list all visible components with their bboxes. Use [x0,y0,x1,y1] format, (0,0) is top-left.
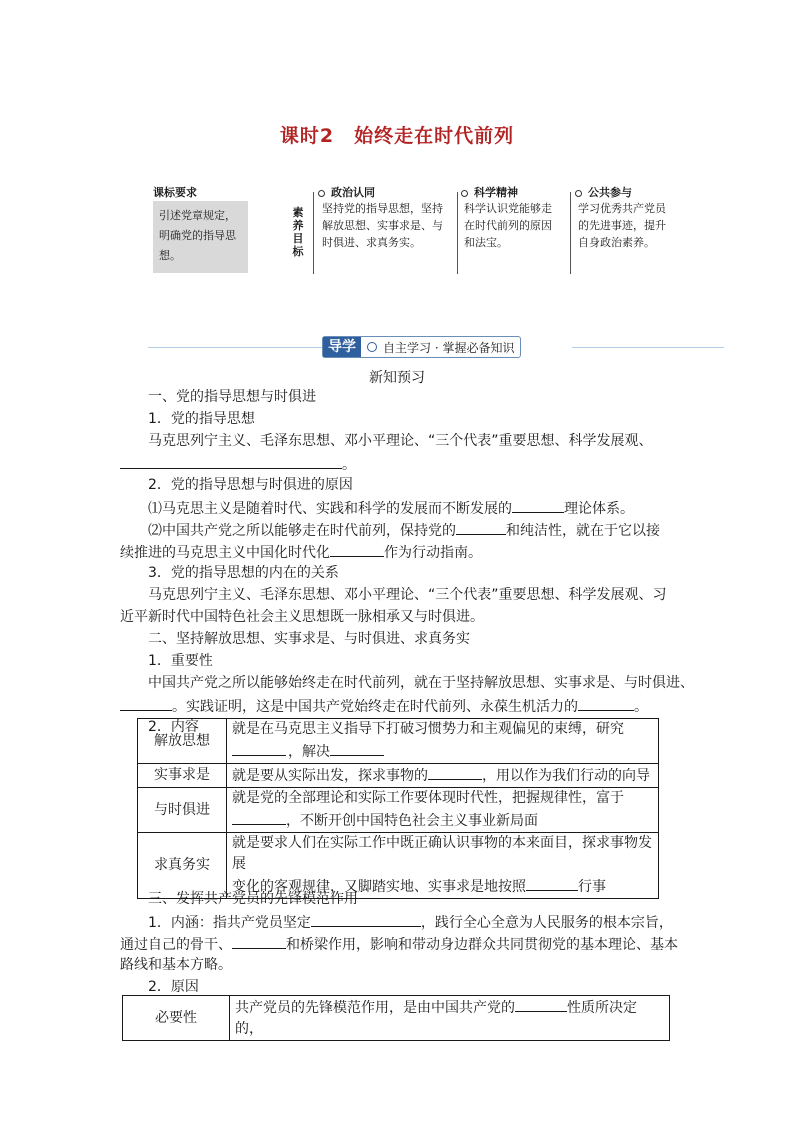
fill-blank[interactable] [330,740,384,756]
fill-blank[interactable] [456,519,506,535]
column-header: 政治认同 [318,184,375,200]
column-body: 科学认识党能够走 在时代前列的原因 和法宝。 [464,202,552,249]
content-table [137,718,659,899]
paragraph: 通过自己的骨干、 和桥梁作用，影响和带动身边群众共同贯彻党的基本理论、基本 [120,933,678,956]
row-content: 就是要从实际出发，探求事物的 ，用以作为我们行动的向导 [227,764,659,788]
fill-blank[interactable] [232,809,286,825]
fill-blank[interactable] [232,933,286,949]
banner-rule [572,347,724,348]
fill-blank[interactable] [428,764,482,780]
section-title: 新知预习 [369,370,425,386]
reason-table [122,995,670,1041]
page-title: 课时2 始终走在时代前列 [279,125,515,147]
paragraph: 中国共产党之所以能够始终走在时代前列，就在于坚持解放思想、实事求是、与时俱进、 [148,675,694,691]
row-content: 就是党的全部理论和实际工作要体现时代性，把握规律性，富于 ，不断开创中国特色社会主义事业新局面 [227,788,659,833]
subheading: 3．党的指导思想的内在的关系 [148,565,339,581]
paragraph: ⑵中国共产党之所以能够走在时代前列，保持党的 和纯洁性，就在于它以接 [148,519,660,542]
row-name: 实事求是 [138,764,227,788]
standards-box: 引述党章规定，明确党的指导思想。 [153,201,248,273]
paragraph: 1．内涵：指共产党员坚定 ，践行全心全意为人民服务的根本宗旨， [148,911,673,934]
circle-icon [367,342,377,352]
fill-blank[interactable] [330,541,384,557]
fill-blank[interactable] [311,911,421,927]
table-row [138,764,659,788]
row-content: 就是在马克思主义指导下打破习惯势力和主观偏见的束缚，研究 ，解决 [227,719,659,764]
paragraph: 路线和基本方略。 [120,957,232,973]
section-banner [322,336,521,358]
column-body: 坚持党的指导思想，坚持 解放思想、实事求是、与 时俱进、求真务实。 [322,202,443,249]
subheading: 1．党的指导思想 [148,411,255,427]
row-name: 解放思想 [138,719,227,764]
fill-blank[interactable] [120,695,172,711]
column-divider [570,192,571,274]
column-header: 公共参与 [575,184,632,200]
table-row [123,996,670,1041]
row-content: 就是要求人们在实际工作中既正确认识事物的本来面目，探求事物发展 变化的客观规律，又脚踏实地、实事求是地按照 行事 [227,833,659,899]
circle-bullet-icon [575,190,582,197]
row-name: 求真务实 [138,833,227,899]
row-content: 共产党员的先锋模范作用，是由中国共产党的 性质所决定的， [230,996,670,1041]
table-row [138,719,659,764]
circle-bullet-icon [461,190,468,197]
fill-blank[interactable] [120,453,342,469]
paragraph: 近平新时代中国特色社会主义思想既一脉相承又与时俱进。 [120,609,484,625]
banner-text: 自主学习 · 掌握必备知识 [383,340,515,355]
column-divider [313,192,314,274]
subheading: 1．重要性 [148,653,213,669]
column-divider [457,192,458,274]
fill-blank[interactable] [578,695,634,711]
row-name: 与时俱进 [138,788,227,833]
fill-blank[interactable] [515,996,567,1012]
column-header: 科学精神 [461,184,518,200]
paragraph: 马克思列宁主义、毛泽东思想、邓小平理论、“三个代表”重要思想、科学发展观、习 [148,587,667,603]
banner-tag: 导学 [323,337,361,357]
row-name: 必要性 [123,996,230,1041]
paragraph: 马克思列宁主义、毛泽东思想、邓小平理论、“三个代表”重要思想、科学发展观、 [148,433,653,449]
paragraph: ⑴马克思主义是随着时代、实践和科学的发展而不断发展的 理论体系。 [148,497,634,520]
heading: 二、坚持解放思想、实事求是、与时俱进、求真务实 [148,631,470,647]
heading: 三、发挥共产党员的先锋模范作用 [148,891,358,907]
table-row [138,788,659,833]
literacy-goal-label: 素养目标 [292,206,304,258]
standards-label: 课标要求 [153,186,197,199]
paragraph: 续推进的马克思主义中国化时代化 作为行动指南。 [120,541,482,564]
fill-blank[interactable] [526,875,578,891]
subheading: 2．原因 [148,979,199,995]
column-body: 学习优秀共产党员 的先进事迹，提升 自身政治素养。 [578,202,666,249]
fill-blank[interactable] [232,740,286,756]
heading: 一、党的指导思想与时俱进 [148,389,316,405]
fill-blank[interactable] [512,497,564,513]
subheading: 2．党的指导思想与时俱进的原因 [148,477,353,493]
paragraph: 。实践证明，这是中国共产党始终走在时代前列、永葆生机活力的 。 [120,695,648,718]
banner-rule [148,347,322,348]
circle-bullet-icon [318,190,325,197]
subheading: 2．内容 [148,719,199,735]
paragraph: 。 [120,453,356,476]
